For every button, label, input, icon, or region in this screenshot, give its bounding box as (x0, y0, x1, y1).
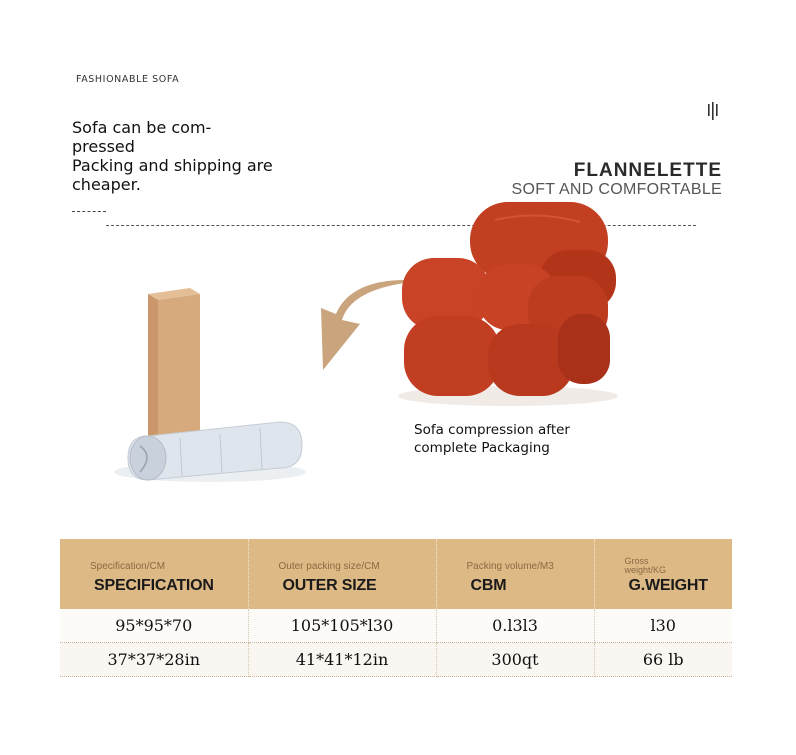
cardboard-box-icon (148, 288, 200, 446)
table-cell: 105*105*l30 (248, 609, 436, 643)
table-cell: 300qt (436, 643, 594, 677)
table-cell: 0.l3l3 (436, 609, 594, 643)
curved-arrow-icon (321, 280, 405, 370)
table-cell: 41*41*12in (248, 643, 436, 677)
double-bar-logo-icon (706, 102, 720, 120)
spec-table (60, 539, 732, 677)
column-title: SPECIFICATION (94, 577, 214, 594)
table-cell: 37*37*28in (60, 643, 248, 677)
red-sofa-icon (398, 202, 618, 406)
table-row (60, 609, 732, 643)
column-title: G.WEIGHT (628, 577, 708, 594)
caption-line: Sofa compression after (414, 422, 570, 438)
column-header-spec (60, 539, 248, 609)
column-header-outer-size (248, 539, 436, 609)
feature-subtitle: SOFT AND COMFORTABLE (511, 181, 722, 198)
column-subtitle (625, 557, 733, 575)
table-row (60, 643, 732, 677)
feature-title: FLANNELETTE (573, 160, 722, 181)
table-cell: l30 (594, 609, 732, 643)
column-subtitle: Outer packing size/CM (278, 561, 380, 572)
caption-line: complete Packaging (414, 440, 550, 456)
column-subtitle: Packing volume/M3 (466, 561, 554, 572)
table-cell: 95*95*70 (60, 609, 248, 643)
compressed-roll-icon (114, 422, 306, 482)
column-subtitle: Specification/CM (90, 561, 166, 572)
headline-line: Packing and shipping are (72, 156, 273, 175)
headline-line: Sofa can be com- (72, 118, 212, 137)
brand-label: FASHIONABLE SOFA (76, 74, 180, 85)
headline-line: pressed (72, 137, 135, 156)
table-cell: 66 lb (594, 643, 732, 677)
column-header-weight (594, 539, 732, 609)
column-subtitle-line: Gross (624, 556, 649, 566)
caption (414, 421, 570, 457)
column-header-cbm (436, 539, 594, 609)
headline-line: cheaper. (72, 175, 141, 194)
headline (72, 118, 332, 194)
product-illustration (100, 190, 720, 490)
column-subtitle-line: weight/KG (624, 565, 667, 575)
table-header-row (60, 539, 732, 609)
column-title: CBM (470, 577, 507, 594)
column-title: OUTER SIZE (282, 577, 377, 594)
